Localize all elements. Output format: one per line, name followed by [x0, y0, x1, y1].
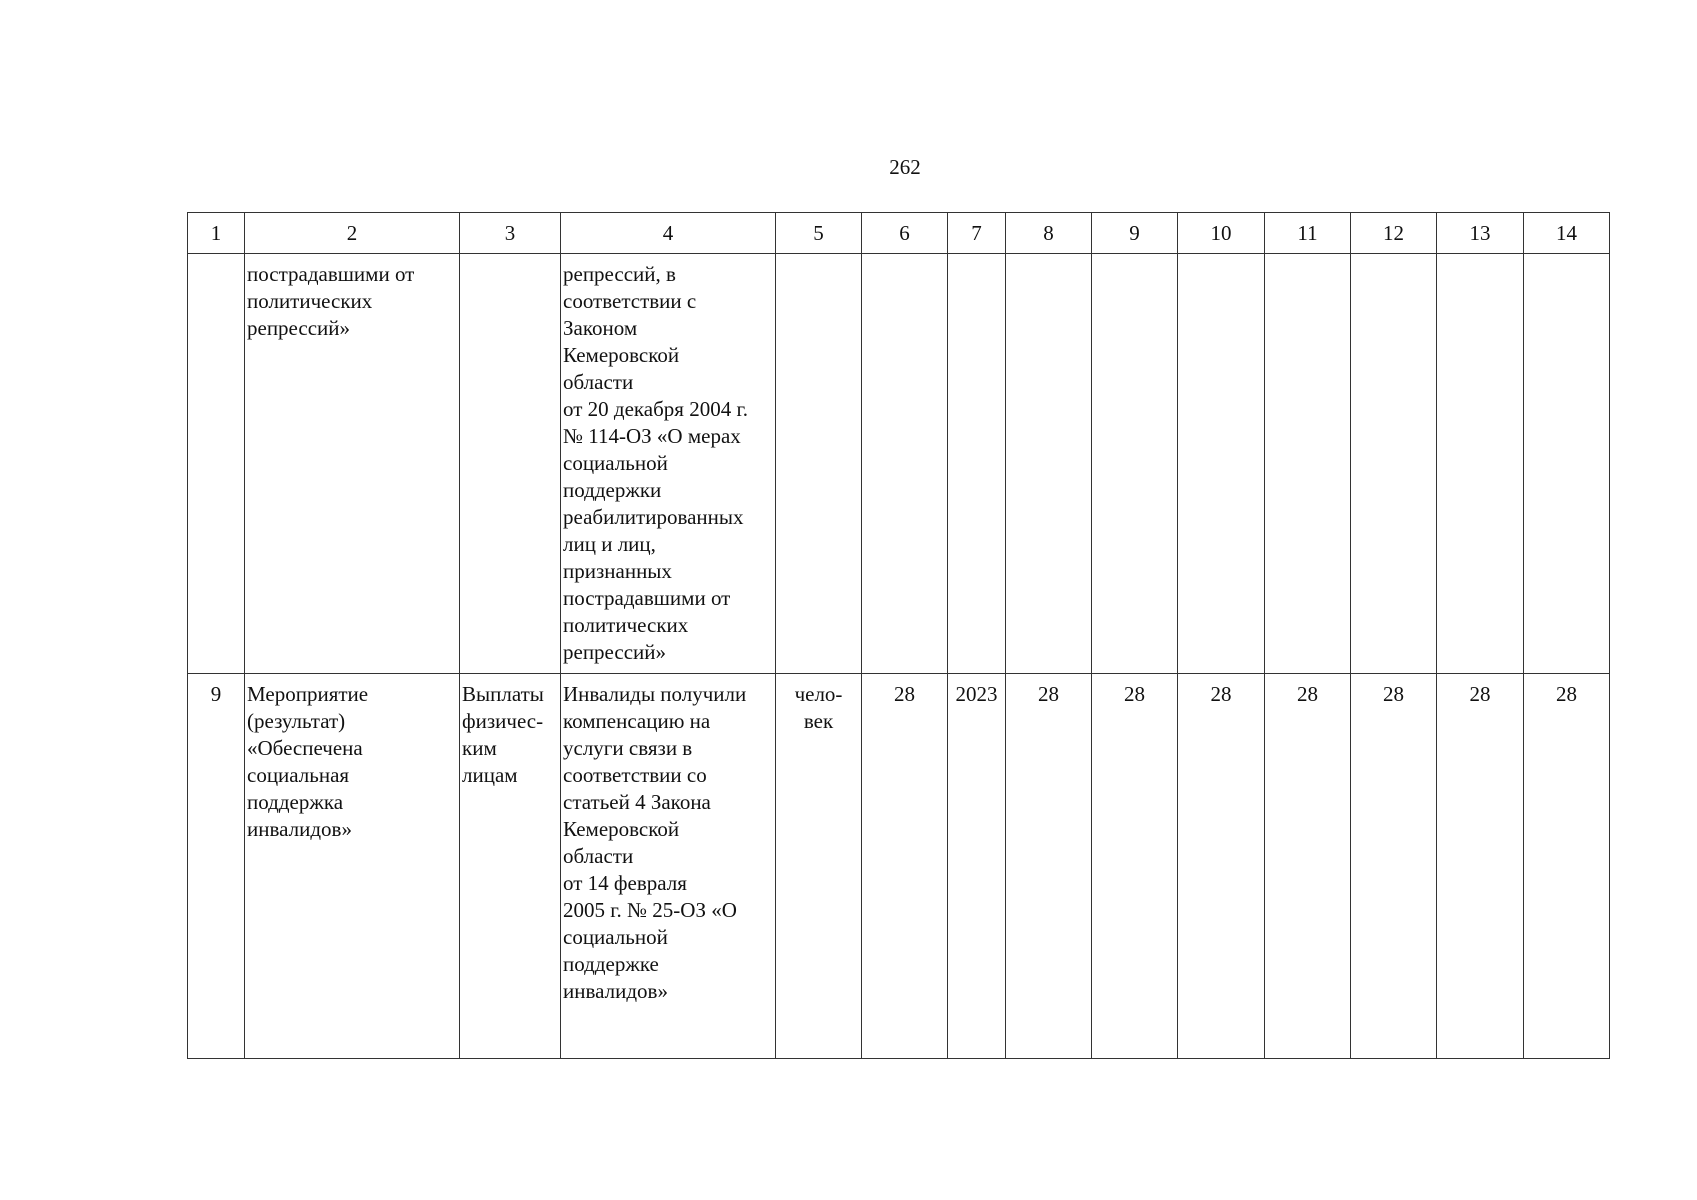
table-cell: 28	[1351, 674, 1437, 1059]
column-header: 14	[1524, 213, 1610, 254]
column-header: 3	[460, 213, 561, 254]
header-row	[188, 213, 1610, 254]
table-row	[188, 674, 1610, 1059]
table-cell	[862, 254, 948, 674]
table-cell: 9	[188, 674, 245, 1059]
column-header: 10	[1178, 213, 1265, 254]
table-cell: 28	[1006, 674, 1092, 1059]
table-cell	[1437, 254, 1524, 674]
table-header	[188, 213, 1610, 254]
table-cell	[188, 254, 245, 674]
table-cell	[776, 254, 862, 674]
column-header: 2	[245, 213, 460, 254]
table-cell: 28	[1092, 674, 1178, 1059]
table-cell	[1006, 254, 1092, 674]
table-row	[188, 254, 1610, 674]
table-cell: Инвалиды получили компенсацию на услуги связи в соответствии со статьей 4 Закона Кемеровской области от 14 февраля 2005 г. № 25-ОЗ «О социальной поддержке инвалидов»	[561, 674, 776, 1059]
table-cell: репрессий, в соответствии с Законом Кемеровской области от 20 декабря 2004 г. № 114-ОЗ «О мерах социальной поддержки реабилитированных лиц и лиц, признанных пострадавшими от политических репрессий»	[561, 254, 776, 674]
table-cell: 28	[1265, 674, 1351, 1059]
table-cell: 28	[1178, 674, 1265, 1059]
table-cell: 28	[862, 674, 948, 1059]
table-cell: пострадавшими от политических репрессий»	[245, 254, 460, 674]
table-cell: Мероприятие (результат) «Обеспечена социальная поддержка инвалидов»	[245, 674, 460, 1059]
table-cell: 28	[1524, 674, 1610, 1059]
table-cell	[948, 254, 1006, 674]
table-cell	[1178, 254, 1265, 674]
column-header: 5	[776, 213, 862, 254]
table-cell: 2023	[948, 674, 1006, 1059]
table-cell	[1351, 254, 1437, 674]
column-header: 8	[1006, 213, 1092, 254]
table-cell	[1524, 254, 1610, 674]
column-header: 4	[561, 213, 776, 254]
table-cell	[1265, 254, 1351, 674]
document-table	[187, 212, 1610, 1059]
table-cell: чело- век	[776, 674, 862, 1059]
table-cell	[1092, 254, 1178, 674]
table-cell	[460, 254, 561, 674]
column-header: 12	[1351, 213, 1437, 254]
column-header: 13	[1437, 213, 1524, 254]
page-number: 262	[889, 155, 921, 179]
column-header: 1	[188, 213, 245, 254]
table-cell: 28	[1437, 674, 1524, 1059]
table-cell: Выплаты физичес- ким лицам	[460, 674, 561, 1059]
column-header: 6	[862, 213, 948, 254]
column-header: 9	[1092, 213, 1178, 254]
column-header: 7	[948, 213, 1006, 254]
column-header: 11	[1265, 213, 1351, 254]
